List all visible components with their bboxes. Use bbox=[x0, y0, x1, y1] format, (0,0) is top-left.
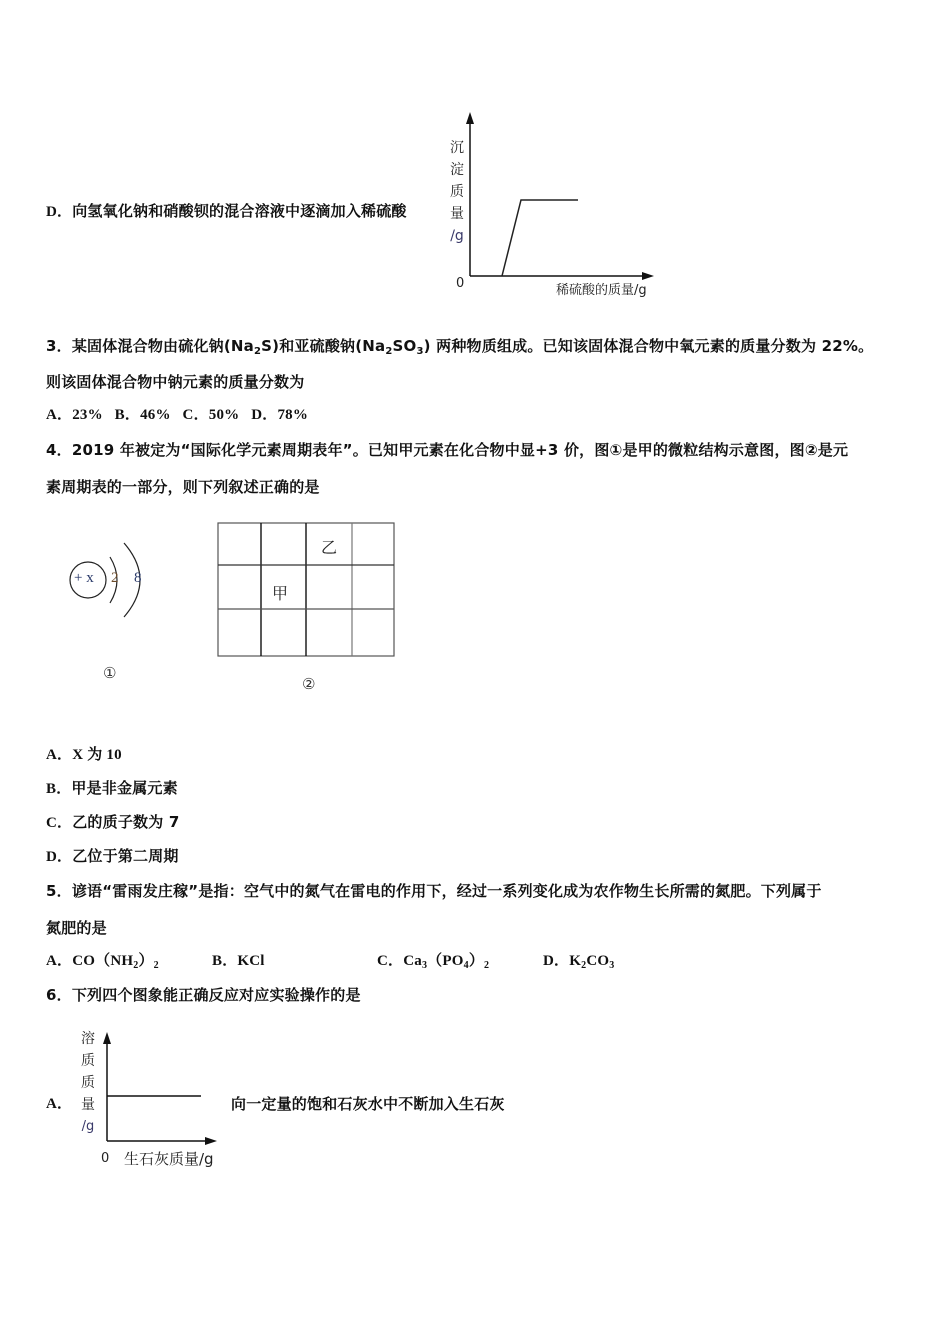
q3-text: ) 两种物质组成。已知该固体混合物中氧元素的质量分数为 22%。 bbox=[423, 337, 874, 355]
shell1-electrons: 2 bbox=[111, 570, 119, 586]
figure2-caption: ② bbox=[302, 675, 316, 693]
shell2-electrons: 8 bbox=[134, 570, 142, 586]
q6-chart-ylabel bbox=[80, 1028, 96, 1138]
ylabel-unit: /g bbox=[81, 1119, 95, 1134]
option-label: D． bbox=[46, 849, 73, 865]
ylabel-char: 溶 bbox=[81, 1031, 95, 1047]
ylabel-unit: /g bbox=[450, 228, 464, 244]
q6-text: 下列四个图象能正确反应对应实验操作的是 bbox=[71, 986, 361, 1004]
option-text: 乙的质子数为 7 bbox=[72, 813, 180, 831]
q3-text: 某固体混合物由硫化钠(Na bbox=[71, 337, 254, 355]
q6-chart-xlabel: 生石灰质量/g bbox=[124, 1150, 214, 1168]
option-text: 甲是非金属元素 bbox=[71, 779, 178, 797]
subscript: 3 bbox=[609, 960, 615, 971]
ylabel-char: 质 bbox=[81, 1075, 95, 1091]
q4-stem-line2: 素周期表的一部分，则下列叙述正确的是 bbox=[46, 478, 320, 496]
option-text: CO bbox=[586, 953, 610, 969]
subscript: 2 bbox=[153, 960, 159, 971]
ylabel-char: 量 bbox=[450, 206, 464, 222]
q2-option-d-label: D． bbox=[46, 204, 73, 220]
cell-jia: 甲 bbox=[272, 584, 289, 603]
q4-text: 2019 年被定为“国际化学元素周期表年”。已知甲元素在化合物中显+3 价，图①是甲的微粒结构示意图，图②是元 bbox=[71, 441, 849, 459]
q2-chart-xlabel: 稀硫酸的质量/g bbox=[556, 283, 647, 298]
q2-option-d-text: 向氢氧化钠和硝酸钡的混合溶液中逐滴加入稀硫酸 bbox=[72, 202, 407, 220]
q2-chart-origin: 0 bbox=[456, 276, 465, 291]
cell-yi: 乙 bbox=[321, 538, 338, 557]
subscript: 2 bbox=[581, 960, 587, 971]
option-text: ） bbox=[468, 953, 485, 969]
subscript: 3 bbox=[416, 346, 424, 357]
q3-options: A．23% B．46% C．50% D．78% bbox=[46, 407, 309, 423]
option-text: K bbox=[569, 953, 582, 969]
ylabel-char: 质 bbox=[81, 1053, 95, 1069]
q3-text: S)和亚硫酸钠(Na bbox=[261, 337, 386, 355]
q6-option-a-label[interactable]: A． bbox=[46, 1096, 73, 1112]
ylabel-char: 沉 bbox=[450, 140, 464, 156]
option-text: ） bbox=[138, 953, 154, 969]
option-text: （PO bbox=[427, 953, 464, 969]
q6-number: 6． bbox=[46, 986, 72, 1004]
option-text: 乙位于第二周期 bbox=[72, 847, 179, 865]
option-label: B． bbox=[46, 781, 72, 797]
subscript: 2 bbox=[133, 960, 139, 971]
ylabel-char: 淀 bbox=[450, 162, 464, 178]
q6-chart-origin: 0 bbox=[101, 1151, 110, 1166]
q6-option-a-text: 向一定量的饱和石灰水中不断加入生石灰 bbox=[231, 1095, 505, 1113]
subscript: 4 bbox=[463, 960, 469, 971]
option-text: KCl bbox=[237, 953, 265, 969]
option-label: A． bbox=[46, 747, 73, 763]
option-text: Ca bbox=[403, 953, 422, 969]
q5-text: 谚语“雷雨发庄稼”是指：空气中的氮气在雷电的作用下，经过一系列变化成为农作物生长所需的氮肥。下列属于 bbox=[71, 882, 822, 900]
option-label: C． bbox=[46, 815, 73, 831]
subscript: 2 bbox=[385, 346, 393, 357]
option-text: X 为 10 bbox=[72, 747, 122, 763]
q4-number: 4． bbox=[46, 441, 72, 459]
subscript: 2 bbox=[253, 346, 262, 357]
option-label: B． bbox=[212, 953, 238, 969]
option-label: C． bbox=[377, 953, 404, 969]
ylabel-char: 量 bbox=[81, 1097, 95, 1113]
q3-text: SO bbox=[392, 337, 417, 355]
option-label: D． bbox=[543, 953, 570, 969]
option-text: CO（NH bbox=[72, 953, 134, 969]
subscript: 3 bbox=[421, 960, 428, 971]
nucleus-charge: + x bbox=[74, 570, 94, 586]
q5-number: 5． bbox=[46, 882, 72, 900]
figure1-caption: ① bbox=[103, 664, 117, 682]
option-label: A． bbox=[46, 953, 73, 969]
q5-stem-line2: 氮肥的是 bbox=[46, 919, 107, 937]
q3-stem-line2: 则该固体混合物中钠元素的质量分数为 bbox=[46, 373, 305, 391]
ylabel-char: 质 bbox=[450, 184, 464, 200]
subscript: 2 bbox=[484, 960, 490, 971]
q3-number: 3． bbox=[46, 337, 72, 355]
